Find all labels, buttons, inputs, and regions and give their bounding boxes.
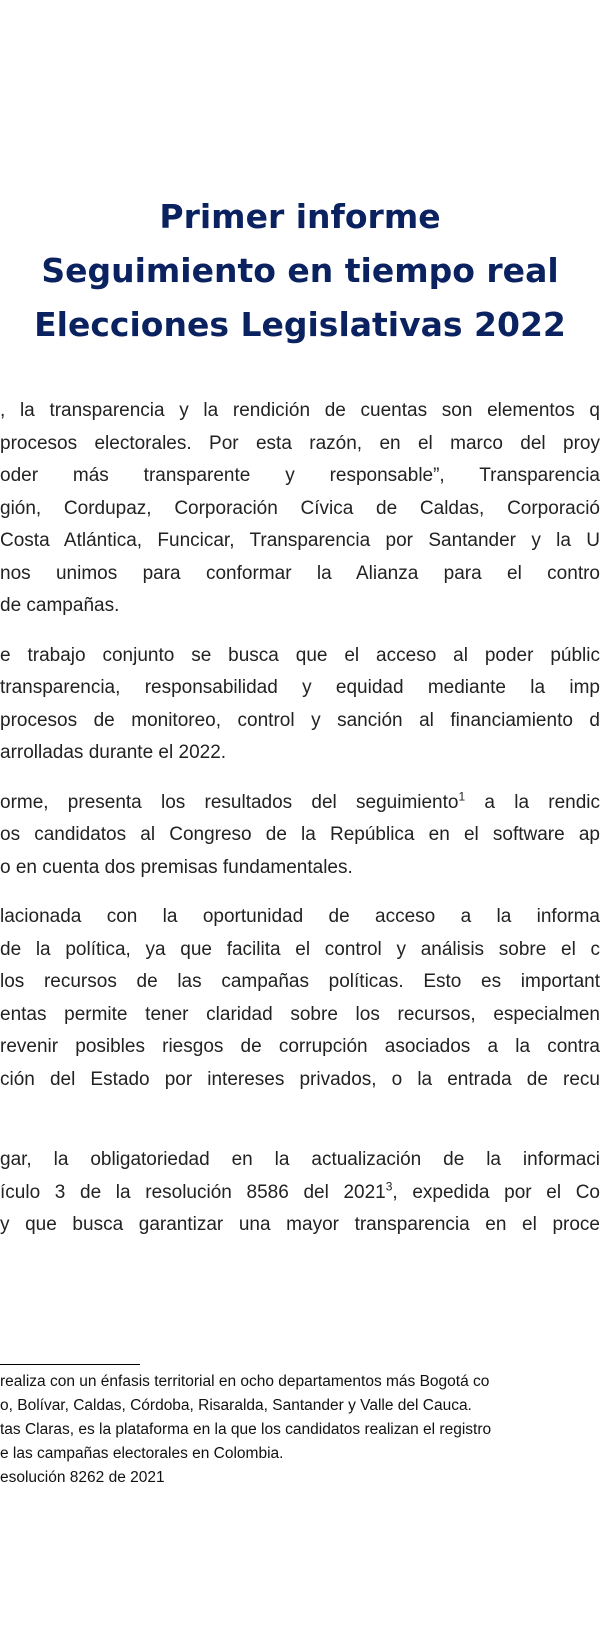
- text-line: procesos electorales. Por esta razón, en el marco del proy: [0, 432, 600, 454]
- text-line: procesos de monitoreo, control y sanción al financiamiento d: [0, 709, 600, 731]
- text-line-with-footnote: [0, 787, 600, 820]
- footnote-line: o, Bolívar, Caldas, Córdoba, Risaralda, Santander y Valle del Cauca.: [0, 1397, 472, 1414]
- text-line: los recursos de las campañas políticas. Esto es important: [0, 971, 600, 992]
- footnote-separator: [0, 1364, 140, 1365]
- paragraph-3: [0, 787, 600, 885]
- text-line: Costa Atlántica, Funcicar, Transparencia por Santander y la U: [0, 530, 600, 551]
- footnote-line: realiza con un énfasis territorial en ocho departamentos más Bogotá co: [0, 1373, 490, 1390]
- text-line: lacionada con la oportunidad de acceso a la informa: [0, 906, 600, 927]
- text-segment: a la rendic: [465, 791, 600, 813]
- title-line-1: Primer informe: [159, 197, 441, 236]
- text-line: y que busca garantizar una mayor transparencia en el proce: [0, 1214, 600, 1235]
- text-line: e trabajo conjunto se busca que el acceso al poder públic: [0, 644, 600, 666]
- footnotes: [0, 1370, 600, 1490]
- text-line: os candidatos al Congreso de la República en el software ap: [0, 824, 600, 845]
- text-line: , la transparencia y la rendición de cuentas son elementos q: [0, 400, 600, 421]
- text-line: transparencia, responsabilidad y equidad mediante la imp: [0, 677, 600, 698]
- text-line: o en cuenta dos premisas fundamentales.: [0, 856, 353, 878]
- text-line: gión, Cordupaz, Corporación Cívica de Caldas, Corporació: [0, 497, 600, 519]
- text-line: entas permite tener claridad sobre los recursos, especialmen: [0, 1003, 600, 1025]
- footnote-line: tas Claras, es la plataforma en la que los candidatos realizan el registro: [0, 1421, 492, 1438]
- paragraph-5: [0, 1144, 600, 1242]
- text-line: arrolladas durante el 2022.: [0, 742, 227, 763]
- text-line: nos unimos para conformar la Alianza para el contro: [0, 562, 600, 584]
- text-line: de campañas.: [0, 595, 120, 616]
- text-segment: , expedida por el Co: [392, 1181, 600, 1203]
- footnote-ref[interactable]: 1: [458, 789, 466, 804]
- footnote-ref[interactable]: 3: [385, 1179, 393, 1194]
- text-segment: orme, presenta los resultados del seguimiento: [0, 791, 459, 813]
- title-line-3: Elecciones Legislativas 2022: [34, 305, 566, 344]
- paragraph-2: [0, 640, 600, 770]
- footnote-line: e las campañas electorales en Colombia.: [0, 1445, 284, 1462]
- title-line-2: Seguimiento en tiempo real: [41, 251, 559, 290]
- document-title: [0, 190, 600, 352]
- text-line: de la política, ya que facilita el control y análisis sobre el c: [0, 938, 600, 960]
- text-line: oder más transparente y responsable”, Transparencia: [0, 465, 600, 486]
- text-line: gar, la obligatoriedad en la actualización de la informaci: [0, 1149, 600, 1170]
- document-body: [0, 395, 600, 1242]
- text-segment: ículo 3 de la resolución 8586 del 2021: [0, 1181, 386, 1203]
- text-line: revenir posibles riesgos de corrupción asociados a la contra: [0, 1036, 600, 1057]
- text-line: ción del Estado por intereses privados, o la entrada de recu: [0, 1068, 600, 1090]
- paragraph-1: [0, 395, 600, 623]
- text-line-with-footnote: [0, 1177, 600, 1210]
- paragraph-4: [0, 901, 600, 1096]
- footnote-line: esolución 8262 de 2021: [0, 1469, 165, 1486]
